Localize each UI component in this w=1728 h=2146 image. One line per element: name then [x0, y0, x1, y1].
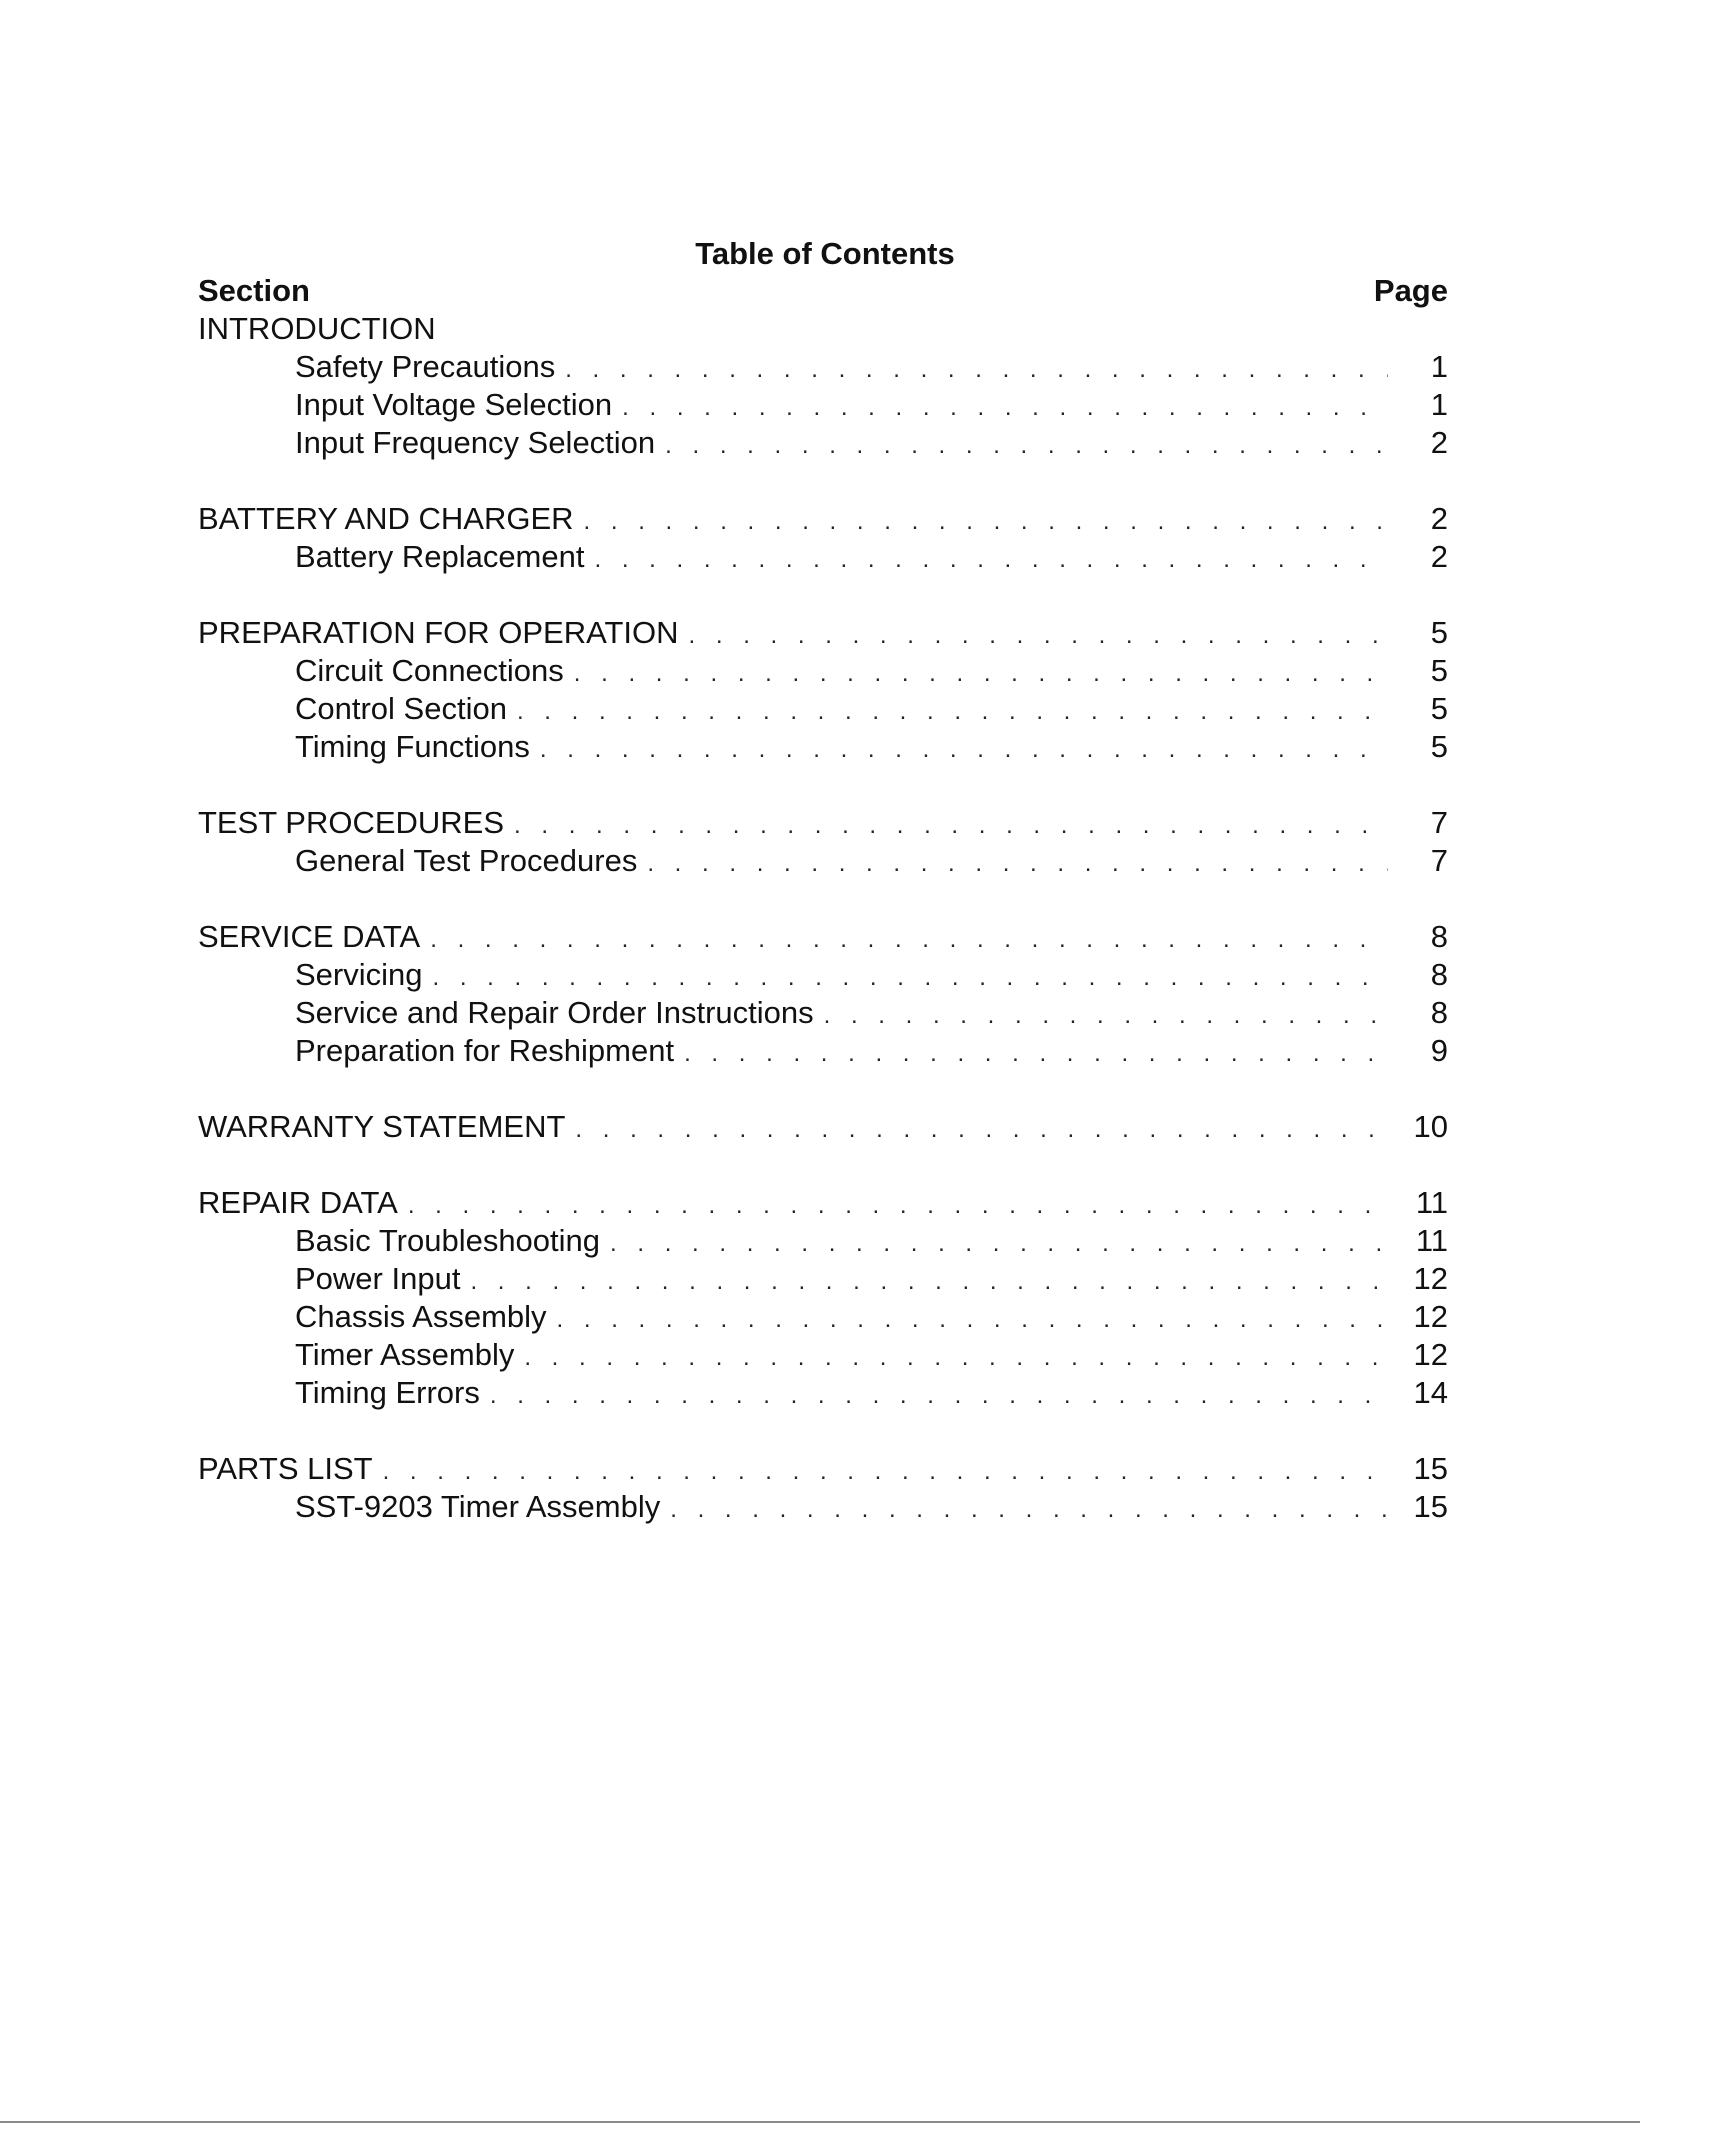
dot-leader — [575, 1111, 1388, 1149]
toc-item-row — [198, 956, 1448, 994]
toc-list — [198, 310, 1448, 1564]
toc-heading-row — [198, 614, 1448, 652]
toc-item-page: 5 — [1430, 653, 1448, 688]
toc-item-page: 5 — [1430, 729, 1448, 764]
dot-leader — [408, 1187, 1388, 1225]
toc-heading-page: 5 — [1430, 615, 1448, 650]
dot-leader — [610, 1225, 1388, 1263]
toc-item-label: Control Section — [295, 691, 507, 726]
page-title: Table of Contents — [695, 236, 955, 271]
toc-heading-row — [198, 310, 1448, 348]
toc-item-label: Circuit Connections — [295, 653, 564, 688]
toc-item-page: 2 — [1430, 539, 1448, 574]
toc-item-label: Chassis Assembly — [295, 1299, 547, 1334]
toc-heading-row — [198, 1450, 1448, 1488]
toc-heading-page: 7 — [1430, 805, 1448, 840]
toc-heading-label: PREPARATION FOR OPERATION — [198, 615, 679, 650]
toc-item-row — [198, 1032, 1448, 1070]
dot-leader — [517, 693, 1388, 731]
toc-item-page: 15 — [1413, 1489, 1448, 1524]
dot-leader — [540, 731, 1388, 769]
toc-heading-label: BATTERY AND CHARGER — [198, 501, 574, 536]
toc-item-label: General Test Procedures — [295, 843, 638, 878]
toc-heading-page: 8 — [1430, 919, 1448, 954]
dot-leader — [490, 1377, 1388, 1415]
toc-group — [198, 804, 1448, 880]
dot-leader — [584, 503, 1388, 541]
toc-heading-row — [198, 918, 1448, 956]
bottom-page-edge — [0, 2121, 1640, 2123]
dot-leader — [524, 1339, 1388, 1377]
toc-item-row — [198, 842, 1448, 880]
toc-item-label: Basic Troubleshooting — [295, 1223, 601, 1258]
toc-heading-row — [198, 804, 1448, 842]
dot-leader — [622, 389, 1388, 427]
dot-leader — [647, 845, 1388, 883]
toc-item-label: Servicing — [295, 957, 423, 992]
toc-item-page: 9 — [1430, 1033, 1448, 1068]
toc-item-page: 2 — [1430, 425, 1448, 460]
toc-group — [198, 310, 1448, 462]
toc-item-row — [198, 690, 1448, 728]
dot-leader — [824, 997, 1388, 1035]
toc-item-page: 8 — [1430, 995, 1448, 1030]
dot-leader — [470, 1263, 1388, 1301]
toc-item-page: 1 — [1430, 387, 1448, 422]
toc-item-row — [198, 1374, 1448, 1412]
toc-group — [198, 1184, 1448, 1412]
toc-item-page: 12 — [1413, 1299, 1448, 1334]
dot-leader — [430, 921, 1388, 959]
toc-item-row — [198, 1298, 1448, 1336]
toc-item-row — [198, 1488, 1448, 1526]
toc-item-page: 12 — [1413, 1337, 1448, 1372]
toc-item-row — [198, 1222, 1448, 1260]
dot-leader — [689, 617, 1388, 655]
dot-leader — [670, 1491, 1388, 1529]
toc-heading-label: INTRODUCTION — [198, 311, 436, 346]
dot-leader — [557, 1301, 1388, 1339]
toc-item-page: 7 — [1430, 843, 1448, 878]
toc-group — [198, 1450, 1448, 1526]
toc-item-page: 14 — [1413, 1375, 1448, 1410]
toc-item-row — [198, 652, 1448, 690]
page-column-header: Page — [1373, 273, 1448, 308]
toc-item-page: 8 — [1430, 957, 1448, 992]
toc-item-label: SST-9203 Timer Assembly — [295, 1489, 661, 1524]
dot-leader — [565, 351, 1388, 389]
toc-group — [198, 918, 1448, 1070]
toc-group — [198, 614, 1448, 766]
toc-item-label: Timer Assembly — [295, 1337, 515, 1372]
toc-heading-label: REPAIR DATA — [198, 1185, 398, 1220]
toc-item-row — [198, 1336, 1448, 1374]
toc-item-label: Safety Precautions — [295, 349, 556, 384]
toc-group — [198, 500, 1448, 576]
toc-item-row — [198, 424, 1448, 462]
toc-item-row — [198, 386, 1448, 424]
dot-leader — [383, 1453, 1388, 1491]
toc-item-page: 12 — [1413, 1261, 1448, 1296]
toc-heading-row — [198, 1184, 1448, 1222]
toc-item-label: Battery Replacement — [295, 539, 585, 574]
toc-item-label: Timing Errors — [295, 1375, 480, 1410]
toc-heading-page: 15 — [1413, 1451, 1448, 1486]
toc-heading-label: TEST PROCEDURES — [198, 805, 505, 840]
toc-item-label: Input Voltage Selection — [295, 387, 613, 422]
toc-item-row — [198, 994, 1448, 1032]
dot-leader — [665, 427, 1388, 465]
section-column-header: Section — [198, 273, 310, 308]
toc-item-label: Timing Functions — [295, 729, 530, 764]
toc-item-row — [198, 1260, 1448, 1298]
toc-item-row — [198, 538, 1448, 576]
toc-item-label: Service and Repair Order Instructions — [295, 995, 814, 1030]
toc-heading-page: 11 — [1415, 1185, 1448, 1220]
toc-heading-page: 2 — [1430, 501, 1448, 536]
toc-heading-label: SERVICE DATA — [198, 919, 421, 954]
toc-heading-page: 10 — [1413, 1109, 1448, 1144]
toc-item-label: Input Frequency Selection — [295, 425, 656, 460]
toc-heading-row — [198, 1108, 1448, 1146]
toc-item-page: 1 — [1430, 349, 1448, 384]
toc-item-label: Preparation for Reshipment — [295, 1033, 675, 1068]
toc-item-row — [198, 728, 1448, 766]
toc-item-label: Power Input — [295, 1261, 461, 1296]
toc-heading-row — [198, 500, 1448, 538]
toc-item-row — [198, 348, 1448, 386]
toc-group — [198, 1108, 1448, 1146]
toc-heading-label: PARTS LIST — [198, 1451, 373, 1486]
dot-leader — [514, 807, 1388, 845]
toc-heading-label: WARRANTY STATEMENT — [198, 1109, 566, 1144]
toc-item-page: 5 — [1430, 691, 1448, 726]
dot-leader — [684, 1035, 1388, 1073]
dot-leader — [433, 959, 1389, 997]
dot-leader — [594, 541, 1388, 579]
column-headers — [198, 273, 1448, 313]
dot-leader — [574, 655, 1388, 693]
toc-item-page: 11 — [1415, 1223, 1448, 1258]
